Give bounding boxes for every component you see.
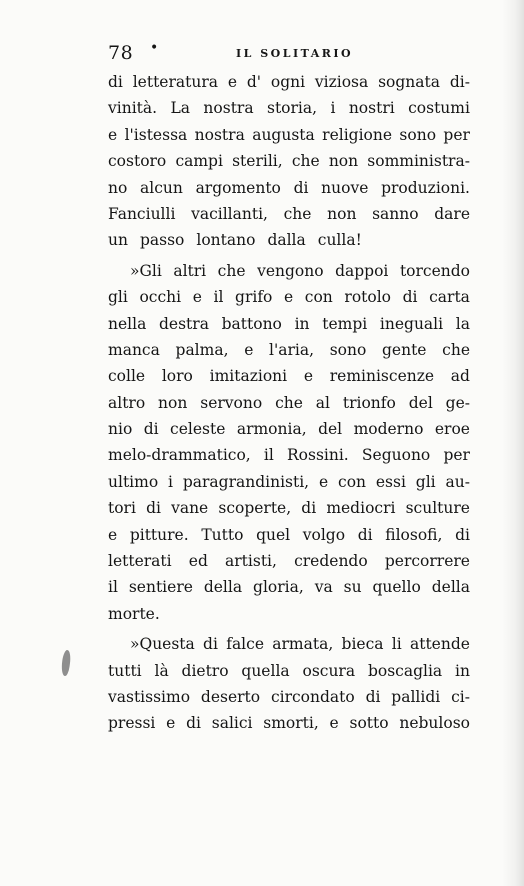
page-edge-shadow — [502, 0, 524, 886]
word: volgo — [302, 525, 346, 544]
word: boscaglia — [367, 661, 443, 680]
text-line — [108, 148, 470, 174]
word: l'aria, — [269, 340, 315, 359]
word: il — [213, 288, 224, 307]
word: quella — [241, 661, 290, 680]
word: battono — [221, 314, 282, 333]
word: i — [330, 99, 336, 118]
text-line — [108, 684, 470, 710]
text-line — [108, 227, 470, 253]
text-line — [108, 658, 470, 684]
word: carta — [429, 288, 470, 307]
word: au- — [445, 472, 470, 491]
word: attende — [409, 635, 470, 654]
word: armata, — [272, 635, 334, 654]
header-dot: • — [150, 40, 159, 56]
text-line — [108, 201, 470, 227]
word: produzioni. — [381, 178, 470, 197]
word: grifo — [235, 288, 273, 307]
word: non — [158, 393, 188, 412]
page-header — [108, 40, 448, 70]
word: credendo — [294, 552, 368, 571]
word: pitture. — [129, 525, 189, 544]
word: armonia, — [236, 420, 307, 439]
word: »Gli — [130, 261, 162, 280]
word: moderno — [353, 420, 424, 439]
word: dietro — [181, 661, 229, 680]
text-line — [108, 69, 470, 95]
word: costoro — [108, 152, 167, 171]
word: di — [143, 420, 159, 439]
word: non — [328, 152, 359, 171]
text-line — [108, 469, 470, 495]
word: ge- — [445, 393, 470, 412]
word: vane — [171, 499, 209, 518]
ink-smudge — [60, 650, 72, 677]
word: somministra- — [367, 152, 470, 171]
word: trionfo — [342, 393, 396, 412]
word: ineguali — [379, 314, 444, 333]
word: del — [408, 393, 433, 412]
word: e — [303, 367, 314, 386]
word: e — [284, 288, 294, 307]
word: di — [301, 499, 317, 518]
word: oscura — [302, 661, 356, 680]
word: nostra — [203, 99, 254, 118]
word: torcendo — [399, 261, 470, 280]
word: colle — [108, 367, 146, 386]
text-line — [108, 284, 470, 310]
word: argomento — [195, 178, 281, 197]
word: al — [315, 393, 330, 412]
word: dalla — [267, 231, 306, 250]
word: di — [146, 499, 161, 518]
word: non — [327, 204, 357, 223]
word: campi — [175, 152, 223, 171]
word: occhi — [139, 288, 182, 307]
word: no — [108, 178, 128, 197]
word: manca — [108, 340, 160, 359]
word: sentiere — [128, 578, 193, 597]
word: paragrandinisti, — [182, 472, 310, 491]
word: percorrere — [384, 552, 470, 571]
word: l'istessa — [124, 125, 188, 144]
word: di — [186, 714, 201, 733]
word: va — [314, 578, 333, 597]
word: altro — [108, 393, 146, 412]
word: circondato — [270, 687, 355, 706]
word: e — [108, 125, 118, 144]
word: e — [329, 714, 339, 733]
word: su — [343, 578, 362, 597]
word: vastissimo — [108, 687, 191, 706]
word: imitazioni — [209, 367, 288, 386]
word: vengono — [257, 261, 324, 280]
word: scoperte, — [218, 499, 292, 518]
word: loro — [161, 367, 193, 386]
word: d' — [246, 73, 262, 91]
word: in — [455, 661, 470, 680]
word: nostra — [194, 125, 245, 144]
word: nuove — [321, 178, 369, 197]
word: ed — [188, 552, 208, 571]
text-line — [108, 601, 470, 627]
word: e — [192, 288, 202, 307]
word: letterati — [108, 552, 172, 571]
word: quel — [256, 525, 291, 544]
word: del — [318, 420, 343, 439]
word: di — [365, 687, 381, 706]
word: di- — [449, 73, 470, 91]
word: passo — [139, 231, 185, 250]
word: tempi — [322, 314, 368, 333]
word: che — [275, 393, 303, 412]
text-line — [108, 390, 470, 416]
running-head: IL SOLITARIO — [236, 47, 354, 60]
word: tori — [108, 499, 136, 518]
text-line — [108, 548, 470, 574]
word: là — [154, 661, 169, 680]
word: gli — [415, 472, 436, 491]
word: palma, — [175, 340, 229, 359]
word: Seguono — [361, 446, 431, 465]
word: dappoi — [335, 261, 389, 280]
word: la — [455, 314, 470, 333]
text-line — [108, 416, 470, 442]
word: che — [283, 204, 312, 223]
word: augusta — [252, 125, 315, 144]
body-text — [108, 69, 470, 737]
word: un — [108, 231, 128, 250]
word: servono — [200, 393, 263, 412]
word: letteratura — [132, 73, 218, 91]
word: sotto — [349, 714, 389, 733]
word: essi — [375, 472, 406, 491]
word: culla! — [317, 231, 362, 250]
word: artisti, — [225, 552, 277, 571]
word: nio — [108, 420, 133, 439]
word: Rossini. — [287, 446, 349, 465]
word: per — [443, 125, 470, 144]
word: che — [442, 340, 470, 359]
word: di — [402, 288, 418, 307]
word: quello — [372, 578, 421, 597]
word: di — [293, 178, 309, 197]
word: della — [203, 578, 243, 597]
word: salici — [211, 714, 253, 733]
word: ci- — [451, 687, 470, 706]
word: filosofi, — [385, 525, 443, 544]
text-line — [108, 122, 470, 148]
word: e — [166, 714, 176, 733]
word: lontano — [196, 231, 256, 250]
word: in — [294, 314, 310, 333]
word: reminiscenze — [329, 367, 435, 386]
word: sognata — [378, 73, 440, 91]
word: ogni — [270, 73, 306, 91]
word: melo-drammatico, — [108, 446, 251, 465]
word: i — [168, 472, 173, 491]
word: morte. — [108, 604, 160, 623]
word: deserto — [200, 687, 261, 706]
text-line — [108, 495, 470, 521]
word: sterili, — [232, 152, 283, 171]
word: bieca — [341, 635, 384, 654]
word: costumi — [408, 99, 470, 118]
word: rotolo — [344, 288, 391, 307]
word: ad — [450, 367, 470, 386]
word: sono — [399, 125, 437, 144]
word: gli — [108, 288, 128, 307]
word: vacillanti, — [191, 204, 268, 223]
word: e — [227, 73, 238, 91]
word: sculture — [405, 499, 470, 518]
word: eroe — [434, 420, 470, 439]
word: e — [244, 340, 254, 359]
page-number: 78 — [108, 42, 134, 64]
word: ultimo — [108, 472, 159, 491]
word: di — [455, 525, 470, 544]
text-line — [108, 631, 470, 657]
word: con — [304, 288, 333, 307]
word: viziosa — [314, 73, 369, 91]
word: nebuloso — [399, 714, 470, 733]
word: tutti — [108, 661, 142, 680]
word: gente — [382, 340, 427, 359]
word: falce — [226, 635, 264, 654]
word: il — [108, 578, 118, 597]
word: La — [170, 99, 191, 118]
word: sanno — [372, 204, 419, 223]
word: pressi — [108, 714, 156, 733]
word: il — [263, 446, 274, 465]
text-line — [108, 311, 470, 337]
text-line — [108, 710, 470, 736]
word: e — [108, 525, 118, 544]
text-line — [108, 363, 470, 389]
word: li — [391, 635, 402, 654]
text-line — [108, 442, 470, 468]
word: »Questa — [130, 635, 195, 654]
word: storia, — [266, 99, 318, 118]
word: dare — [434, 204, 470, 223]
word: Fanciulli — [108, 204, 176, 223]
word: altri — [173, 261, 207, 280]
text-line — [108, 522, 470, 548]
word: di — [357, 525, 373, 544]
word: smorti, — [263, 714, 319, 733]
word: vinità. — [108, 99, 158, 118]
word: di — [108, 73, 123, 91]
word: gloria, — [253, 578, 304, 597]
word: che — [291, 152, 320, 171]
word: celeste — [170, 420, 226, 439]
word: mediocri — [326, 499, 396, 518]
text-line — [108, 574, 470, 600]
text-line — [108, 258, 470, 284]
word: di — [203, 635, 218, 654]
word: destra — [159, 314, 209, 333]
word: e — [318, 472, 329, 491]
word: con — [338, 472, 367, 491]
word: alcun — [140, 178, 183, 197]
word: Tutto — [201, 525, 244, 544]
word: sono — [329, 340, 367, 359]
word: religione — [322, 125, 393, 144]
word: per — [443, 446, 470, 465]
text-line — [108, 337, 470, 363]
word: della — [431, 578, 470, 597]
text-line — [108, 175, 470, 201]
word: nostri — [348, 99, 395, 118]
word: nella — [108, 314, 147, 333]
text-line — [108, 95, 470, 121]
word: pallidi — [391, 687, 441, 706]
word: che — [217, 261, 246, 280]
